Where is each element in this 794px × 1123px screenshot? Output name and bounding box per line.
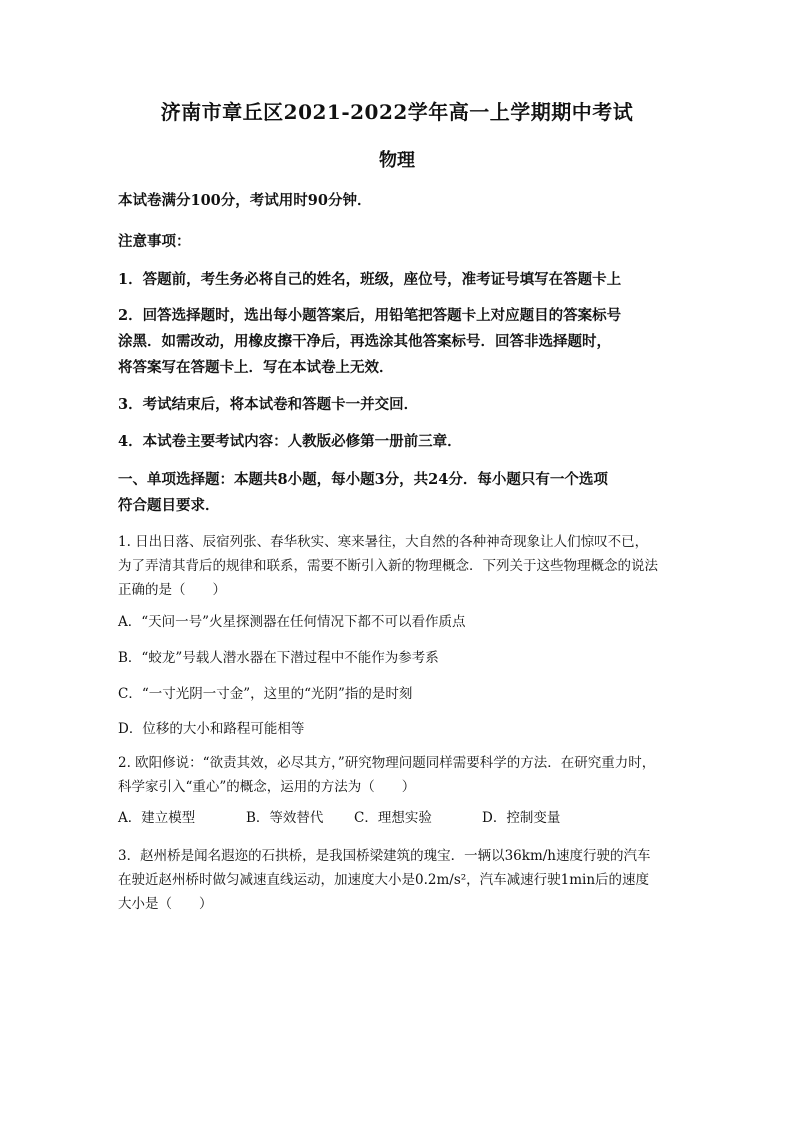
q3-stem-line-3: 大小是（ ） (118, 896, 213, 912)
notice-item-2-line-3: 将答案写在答题卡上．写在本试卷上无效． (118, 359, 394, 376)
q1-option-d: D．位移的大小和路程可能相等 (118, 721, 305, 737)
score-note: 本试卷满分100分，考试用时90分钟． (118, 192, 372, 209)
notice-item-2-line-1: 2．回答选择题时，选出每小题答案后，用铅笔把答题卡上对应题目的答案标号 (118, 307, 622, 324)
q2-stem-line-1: 2. 欧阳修说：“欲责其效，必尽其方，”研究物理问题同样需要科学的方法．在研究重力时， (118, 755, 656, 771)
section-heading-line-1: 一、单项选择题：本题共8小题，每小题3分，共24分．每小题只有一个选项 (118, 471, 608, 488)
q1-option-a: A．“天问一号”火星探测器在任何情况下都不可以看作质点 (118, 614, 466, 630)
notice-item-3: 3．考试结束后，将本试卷和答题卡一并交回． (118, 396, 419, 413)
q2-option-a: A．建立模型 (118, 810, 196, 826)
exam-title: 济南市章丘区2021-2022学年高一上学期期中考试 (160, 100, 634, 124)
q1-option-b: B．“蛟龙”号载人潜水器在下潜过程中不能作为参考系 (118, 650, 439, 666)
section-heading-line-2: 符合题目要求． (118, 497, 220, 514)
notice-item-4: 4．本试卷主要考试内容：人教版必修第一册前三章． (118, 433, 462, 450)
q1-option-c: C．“一寸光阴一寸金”，这里的“光阴”指的是时刻 (118, 686, 413, 702)
q2-options (118, 806, 678, 826)
q3-stem-line-2: 在驶近赵州桥时做匀减速直线运动，加速度大小是0.2m/s²，汽车减速行驶1min后的速度 (118, 872, 650, 888)
q1-stem-line-1: 1. 日出日落、辰宿列张、春华秋实、寒来暑往，大自然的各种神奇现象让人们惊叹不已， (118, 534, 649, 550)
q2-option-c: C．理想实验 (354, 810, 432, 826)
notice-item-1: 1．答题前，考生务必将自己的姓名，班级，座位号，准考证号填写在答题卡上 (118, 271, 622, 288)
exam-subject: 物理 (379, 150, 415, 171)
q1-stem-line-2: 为了弄清其背后的规律和联系，需要不断引入新的物理概念．下列关于这些物理概念的说法 (118, 558, 658, 574)
q2-option-b: B．等效替代 (246, 810, 324, 826)
q2-stem-line-2: 科学家引入“重心”的概念，运用的方法为（ ） (118, 779, 416, 795)
q2-option-d: D．控制变量 (482, 810, 561, 826)
q1-stem-line-3: 正确的是（ ） (118, 582, 226, 598)
q3-stem-line-1: 3．赵州桥是闻名遐迩的石拱桥，是我国桥梁建筑的瑰宝．一辆以36km/h速度行驶的汽车 (118, 848, 651, 864)
notice-heading: 注意事项： (118, 233, 191, 250)
notice-item-2-line-2: 涂黑．如需改动，用橡皮擦干净后，再选涂其他答案标号．回答非选择题时， (118, 333, 611, 350)
